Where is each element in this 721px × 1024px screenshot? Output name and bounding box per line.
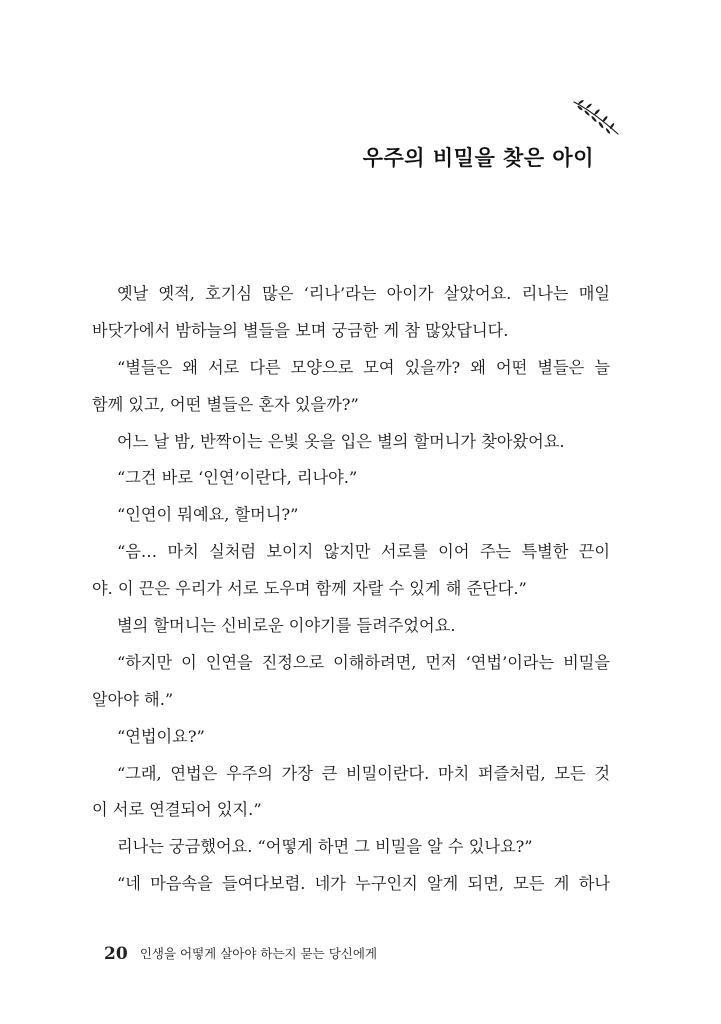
leafy-branch-icon [572,98,622,138]
body-text [92,276,610,903]
text-line: “별들은 왜 서로 다른 모양으로 모여 있을까? 왜 어떤 별들은 늘 [117,357,610,377]
text-line: “하지만 이 인연을 진정으로 이해하려면, 먼저 ‘연법’이라는 비밀을 [117,652,610,672]
text-line: 함께 있고, 어떤 별들은 혼자 있을까?” [92,394,359,414]
text-line: 야. 이 끈은 우리가 서로 도우며 함께 자랄 수 있게 해 준단다.” [92,579,527,599]
text-line: 알아야 해.” [92,689,174,709]
text-line: 이 서로 연결되어 있지.” [92,800,262,820]
chapter-title: 우주의 비밀을 찾은 아이 [362,146,594,170]
page-number: 20 [104,944,128,964]
text-line: 바닷가에서 밤하늘의 별들을 보며 궁금한 게 참 많았답니다. [92,320,509,340]
text-line: 리나는 궁금했어요. “어떻게 하면 그 비밀을 알 수 있나요?” [117,837,533,857]
text-line: “네 마음속을 들여다보렴. 네가 누구인지 알게 되면, 모든 게 하나 [117,874,610,894]
text-line: “그래, 연법은 우주의 가장 큰 비밀이란다. 마치 퍼즐처럼, 모든 것 [117,763,610,783]
text-line: “연법이요?” [117,726,205,746]
text-line: “음… 마치 실처럼 보이지 않지만 서로를 이어 주는 특별한 끈이 [117,542,610,562]
text-line: “그건 바로 ‘인연’이란다, 리나야.” [117,468,358,488]
text-line: 어느 날 밤, 반짝이는 은빛 옷을 입은 별의 할머니가 찾아왔어요. [117,431,565,451]
running-title: 인생을 어떻게 살아야 하는지 묻는 당신에게 [139,946,378,961]
page-footer [104,944,377,964]
text-line: “인연이 뭐예요, 할머니?” [117,505,299,525]
text-line: 옛날 옛적, 호기심 많은 ‘리나’라는 아이가 살았어요. 리나는 매일 [117,284,610,303]
text-line: 별의 할머니는 신비로운 이야기를 들려주었어요. [117,616,456,636]
